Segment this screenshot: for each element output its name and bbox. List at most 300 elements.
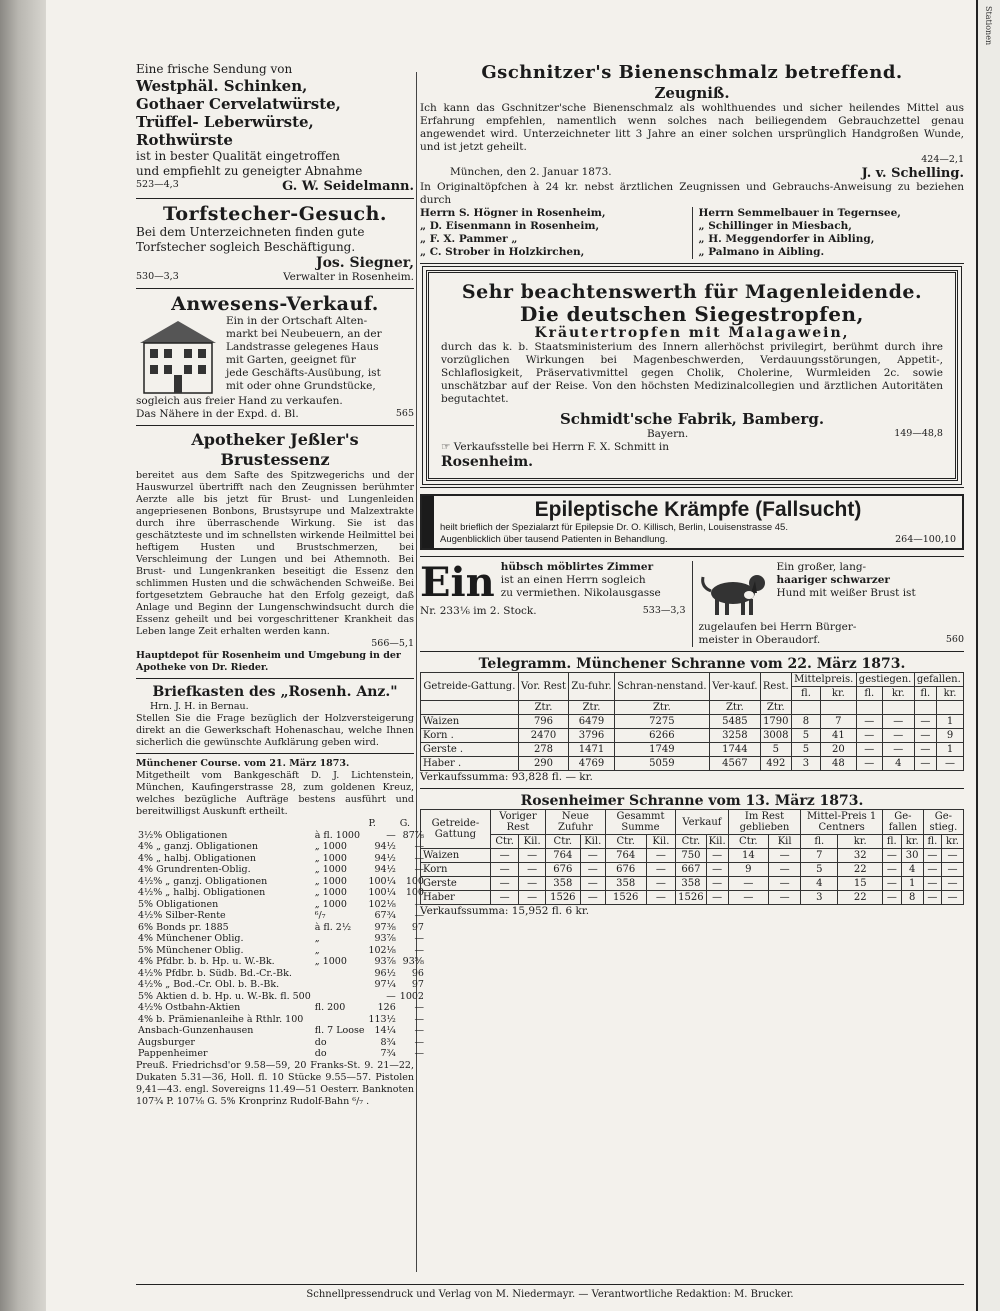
table-cell: —: [414, 1002, 424, 1013]
ad-code: 149—48,8: [894, 428, 943, 439]
table-cell: „ 1000: [314, 841, 347, 852]
table-cell: —: [706, 863, 728, 877]
table-cell: —: [490, 877, 518, 891]
table-cell: 97: [411, 979, 424, 990]
col-header: Mittel-Preis 1 Centners: [801, 810, 883, 835]
col-header: Getreide-Gattung: [421, 810, 491, 849]
table-cell: 4% „ halbj. Obligationen: [138, 852, 257, 864]
table-cell: ⁶/₇: [314, 910, 326, 921]
table-cell: 102⅛: [368, 898, 396, 910]
ad-body: bereitet aus dem Safte des Spitzwegerichs und der Hauswurzel übertrifft nach den Zeugnissen berühmter Aerzte alle bis jetzt für Brust- und Lungenleiden angepriesenen Bonbons, Brustsyrupe und Malzextrakte durch ihre überraschende Wirkung. Sie ist das geschätzteste und im schnellsten wirkende Heilmittel bei heftigem Husten und Brustschmerzen, bei Verschleimung der Lungen und bei Athemnoth. Bei Brust- und Lungenkranken beseitigt die Essenz den schlimmen Husten und die schwächenden Schweiße. Bei fortgesetztem Gebrauche hat den Erfolg gezeigt, daß Anlage und Beginn der Lungenschwindsucht durch die Essenz geheilt und bei vorgeschrittener Krankheit das Leben lange Zeit erhalten werden kann.: [136, 470, 414, 637]
table-cell: 14¼: [374, 1025, 396, 1036]
ad-text: Augenblicklich über tausend Patienten in Behandlung.: [440, 534, 668, 545]
table-row: [421, 891, 964, 905]
table-cell: 5: [791, 743, 820, 757]
sub-header: kr.: [821, 687, 856, 701]
table-cell: 93⅝: [402, 956, 424, 967]
table-cell: —: [882, 729, 914, 743]
ad-westphal: [136, 62, 414, 194]
table-cell: 750: [676, 849, 706, 863]
table-cell: 6479: [569, 715, 615, 729]
table-cell: 676: [605, 863, 646, 877]
sub-header: kr.: [838, 835, 883, 849]
ad-hund: [693, 561, 965, 647]
col-header: Ge-stieg.: [923, 810, 963, 835]
dealer: Herrn S. Högner in Rosenheim,: [420, 207, 606, 219]
table-cell: —: [768, 877, 800, 891]
ad-text: hübsch möblirtes Zimmer: [500, 561, 654, 573]
table-cell: —: [942, 863, 964, 877]
briefkasten: [136, 683, 414, 749]
dealer: „ H. Meggendorfer in Aibling,: [698, 233, 875, 245]
ad-text: Hund mit weißer Brust ist: [776, 587, 916, 599]
table-cell: 5: [760, 743, 791, 757]
ad-title: Anwesens-Verkauf.: [171, 293, 379, 315]
table-cell: —: [923, 891, 941, 905]
table-cell: 126: [377, 1002, 396, 1013]
table-cell: —: [490, 849, 518, 863]
ad-subtitle: Zeugniß.: [654, 84, 730, 102]
table-cell: —: [883, 863, 902, 877]
table-cell: —: [414, 944, 424, 956]
course-row: [136, 922, 426, 934]
table-cell: —: [386, 990, 396, 1002]
unit-cell: Ztr.: [709, 701, 760, 715]
course-row: [136, 853, 426, 865]
table-cell: 1: [937, 743, 964, 757]
table-cell: —: [414, 1013, 424, 1025]
table-cell: —: [768, 849, 800, 863]
table-cell: —: [414, 1036, 424, 1048]
ad-text: mit oder ohne Grundstücke,: [226, 380, 376, 392]
table-cell: 764: [545, 849, 580, 863]
course-title: Münchener Course. vom 21. März 1873.: [136, 758, 350, 769]
table-cell: 7¾: [380, 1048, 396, 1059]
ad-title: Apotheker Jeßler's Brustessenz: [191, 430, 359, 469]
table-cell: —: [580, 849, 605, 863]
ad-text: zu vermiethen. Nikolausgasse: [500, 587, 661, 599]
ad-initial: Ein: [420, 559, 495, 606]
briefkasten-body: Stellen Sie die Frage bezüglich der Holzversteigerung direkt an die Gewerkschaft Hohenaschau, welche Ihnen sicherlich die gewünschte Aufklärung geben wird.: [136, 713, 414, 748]
table-cell: 100: [405, 887, 424, 898]
table-cell: 94½: [374, 852, 396, 864]
table-cell: 7275: [614, 715, 709, 729]
course-row: [136, 864, 426, 876]
course-row: [136, 1048, 426, 1060]
table-cell: —: [923, 863, 941, 877]
dealer: „ F. X. Pammer „: [420, 233, 518, 245]
sub-header: Kil.: [646, 835, 676, 849]
table-cell: Korn .: [421, 729, 519, 743]
table-cell: 1471: [569, 743, 615, 757]
table-cell: 358: [676, 877, 706, 891]
table-cell: 100: [405, 875, 424, 887]
sub-header: Ctr.: [676, 835, 706, 849]
table-cell: „ 1000: [314, 875, 347, 887]
ad-text: markt bei Neubeuern, an der: [226, 328, 382, 340]
col-header: Gesammt Summe: [605, 810, 675, 835]
table-cell: 5: [791, 729, 820, 743]
course-row: [136, 956, 426, 968]
table-cell: [313, 1014, 367, 1026]
divider: [136, 288, 414, 289]
table-cell: —: [768, 863, 800, 877]
table-cell: 5: [801, 863, 838, 877]
table-cell: Gerste .: [421, 743, 519, 757]
table-cell: 1749: [614, 743, 709, 757]
table-cell: —: [882, 715, 914, 729]
table-cell: 97: [411, 921, 424, 933]
house-illustration: [136, 317, 220, 395]
table-cell: 4½% Silber-Rente: [138, 910, 226, 921]
ad-code: 424—2,1: [921, 154, 964, 165]
ad-firm: Schmidt'sche Fabrik, Bamberg.: [559, 410, 825, 428]
ad-code: 264—100,10: [895, 534, 956, 545]
ad-text: sogleich aus freier Hand zu verkaufen.: [136, 395, 343, 407]
table-cell: 4: [882, 757, 914, 771]
dealer: „ Schillinger in Miesbach,: [698, 220, 852, 232]
table-cell: —: [914, 715, 936, 729]
table-cell: 22: [838, 891, 883, 905]
ad-text: Landstrasse gelegenes Haus: [226, 341, 379, 353]
course-row: [136, 1002, 426, 1014]
rosenheimer-schranne: [420, 793, 964, 918]
rosenheim-table: [420, 809, 964, 905]
table-cell: —: [414, 864, 424, 875]
table-cell: 3008: [760, 729, 791, 743]
course-row: [136, 841, 426, 853]
table-cell: fl. 200: [314, 1002, 346, 1013]
table-cell: Korn: [421, 863, 491, 877]
table-cell: —: [883, 877, 902, 891]
table-cell: 96½: [374, 967, 396, 979]
table-cell: 492: [760, 757, 791, 771]
table-cell: —: [519, 877, 546, 891]
course-row: [136, 899, 426, 911]
table-cell: —: [646, 863, 676, 877]
table-cell: „ 1000: [314, 956, 347, 967]
table-cell: 5% Münchener Oblig.: [138, 944, 244, 956]
table-cell: 5485: [709, 715, 760, 729]
ad-signature: J. v. Schelling.: [861, 166, 964, 181]
ad-text: zugelaufen bei Herrn Bürger-: [698, 621, 857, 633]
course-row: [136, 1025, 426, 1037]
muenchen-table: [420, 672, 964, 771]
divider: [136, 425, 414, 426]
sub-header: kr.: [937, 687, 964, 701]
unit-cell: Ztr.: [518, 701, 568, 715]
ad-code: 533—3,3: [642, 605, 686, 616]
table-summe: Verkaufssumma: 15,952 fl. 6 kr.: [420, 905, 590, 917]
ad-subtitle: Kräutertropfen mit Malagawein,: [534, 325, 850, 341]
table-cell: —: [414, 852, 424, 864]
table-cell: —: [914, 757, 936, 771]
course-row: [136, 1037, 426, 1049]
table-cell: [313, 979, 367, 991]
ad-body: Ich kann das Gschnitzer'sche Bienenschmalz als wohlthuendes und sicher heilendes Mittel aus Erfahrung empfehlen, namentlich wenn solches nach beiliegendem Gebrauchzettel genau angewendet wird. Unterzeichneter litt 3 Jahre an einer solchen ursprünglich Handgroßen Wunde, und ist jetzt geheilt.: [420, 102, 964, 153]
course-intro: Mitgetheilt vom Bankgeschäft D. J. Lichtenstein, München, Kaufingerstrasse 28, zum goldenen Kreuz, welches bezügliche Aufträge bestens ausführt und bereitwilligst Auskunft ertheilt.: [136, 770, 414, 817]
table-cell: 358: [605, 877, 646, 891]
col-header: Rest.: [760, 673, 791, 701]
table-cell: 4½% „ Bod.-Cr. Obl. b. B.-Bk.: [138, 979, 280, 990]
ad-text: jede Geschäfts-Ausübung, ist: [226, 367, 381, 379]
ad-text: haariger schwarzer: [776, 574, 890, 586]
table-cell: 3: [801, 891, 838, 905]
ad-anwesen: [136, 293, 414, 421]
table-cell: 48: [821, 757, 856, 771]
table-cell: —: [923, 849, 941, 863]
col-header: Mittelpreis.: [791, 673, 856, 687]
sub-header: Kil.: [706, 835, 728, 849]
table-cell: Haber .: [421, 757, 519, 771]
table-cell: —: [519, 849, 546, 863]
table-cell: 1744: [709, 743, 760, 757]
table-cell: 67¾: [374, 910, 396, 921]
col-header: Vor. Rest: [518, 673, 568, 701]
table-cell: 290: [518, 757, 568, 771]
briefkasten-title: Briefkasten des „Rosenh. Anz.": [152, 684, 398, 700]
table-cell: 4% Grundrenten-Oblig.: [138, 864, 251, 875]
sub-header: Ctr.: [490, 835, 518, 849]
table-title: Rosenheimer Schranne vom 13. März 1873.: [520, 793, 864, 809]
table-cell: —: [414, 1048, 424, 1059]
table-cell: 358: [545, 877, 580, 891]
table-cell: do: [314, 1036, 327, 1048]
ad-sale: Verkaufsstelle bei Herrn F. X. Schmitt in: [453, 441, 670, 453]
table-cell: 3: [791, 757, 820, 771]
ad-text: Ein großer, lang-: [776, 561, 867, 573]
table-cell: Waizen: [421, 715, 519, 729]
table-cell: „: [314, 944, 320, 956]
ad-code: 530—3,3: [136, 271, 179, 282]
table-cell: 1: [937, 715, 964, 729]
table-cell: —: [883, 849, 902, 863]
divider: [420, 788, 964, 789]
table-cell: 5% Aktien d. b. Hp. u. W.-Bk. fl. 500: [138, 990, 311, 1002]
table-cell: 4% Pfdbr. b. b. Hp. u. W.-Bk.: [138, 956, 275, 967]
unit-cell: Ztr.: [569, 701, 615, 715]
table-cell: 97⅜: [374, 921, 396, 933]
col-header: Verkauf: [676, 810, 729, 835]
table-cell: —: [706, 891, 728, 905]
table-cell: 4% Münchener Oblig.: [138, 933, 244, 944]
table-cell: 278: [518, 743, 568, 757]
ad-westphal-item: Trüffel- Leberwürste,: [136, 113, 314, 131]
table-cell: 6266: [614, 729, 709, 743]
ad-text: heilt brieflich der Spezialarzt für Epilepsie Dr. O. Killisch, Berlin, Louisenstrasse 45.: [440, 522, 788, 533]
sub-header: fl.: [791, 687, 820, 701]
table-cell: [313, 991, 367, 1003]
ad-westphal-text: und empfiehlt zu geneigter Abnahme: [136, 164, 363, 178]
course-tail: Preuß. Friedrichsd'or 9.58—59, 20 Franks-St. 9. 21—22, Dukaten 5.31—36, Holl. fl. 10 Stücke 9.55—57. Pistolen 9,41—43. engl. Sovereigns 11.49—51 Oesterr. Banknoten 107¾ P. 107⅛ G. 5% Kronprinz Rudolf-Bahn ⁶/₇ .: [136, 1059, 414, 1107]
table-cell: 94½: [374, 864, 396, 875]
sub-header: Kil.: [519, 835, 546, 849]
course-col-g: G.: [399, 818, 411, 829]
ad-code: 560: [945, 634, 964, 645]
table-row: [421, 877, 964, 891]
table-cell: —: [856, 715, 882, 729]
table-cell: 5% Obligationen: [138, 898, 219, 910]
table-cell: 102⅛: [368, 944, 396, 956]
col-header: gefallen.: [914, 673, 963, 687]
dealer: „ Palmano in Aibling.: [698, 246, 825, 258]
table-cell: —: [414, 910, 424, 921]
unit-cell: Ztr.: [760, 701, 791, 715]
sub-header: kr.: [901, 835, 923, 849]
divider: [420, 263, 964, 264]
table-cell: à fl. 2½: [314, 921, 352, 933]
course-row: [136, 910, 426, 922]
table-row: [421, 729, 964, 743]
table-cell: —: [580, 891, 605, 905]
course-row: [136, 991, 426, 1003]
ad-title: Epileptische Krämpfe (Fallsucht): [534, 498, 862, 521]
table-cell: —: [414, 933, 424, 944]
table-cell: —: [728, 877, 768, 891]
table-cell: 2470: [518, 729, 568, 743]
course-row: [136, 945, 426, 957]
table-cell: 1526: [605, 891, 646, 905]
table-cell: —: [942, 849, 964, 863]
table-cell: do: [314, 1048, 327, 1059]
table-cell: 8: [791, 715, 820, 729]
table-cell: 30: [901, 849, 923, 863]
table-cell: 4½% Pfdbr. b. Südb. Bd.-Cr.-Bk.: [138, 967, 292, 979]
sub-header: Ctr.: [545, 835, 580, 849]
ad-code: 565: [395, 408, 414, 419]
table-cell: —: [646, 891, 676, 905]
column-rule: [416, 72, 417, 1272]
next-page-edge: [976, 0, 1000, 1311]
table-cell: 41: [821, 729, 856, 743]
table-cell: 4% b. Prämienanleihe à Rthlr. 100: [138, 1013, 304, 1025]
sub-header: Ctr.: [728, 835, 768, 849]
divider: [420, 651, 964, 652]
table-row: [421, 743, 964, 757]
ad-text: Nr. 233⅙ im 2. Stock.: [420, 605, 537, 617]
table-cell: Haber: [421, 891, 491, 905]
table-cell: 4% „ ganzj. Obligationen: [138, 841, 259, 852]
table-cell: 676: [545, 863, 580, 877]
ad-code: 566—5,1: [371, 638, 414, 649]
col-header: Ge-fallen: [883, 810, 924, 835]
table-title: Telegramm. Münchener Schranne vom 22. März 1873.: [478, 656, 906, 672]
table-cell: —: [706, 849, 728, 863]
table-cell: 6% Bonds pr. 1885: [138, 921, 229, 933]
col-header: Voriger Rest: [490, 810, 545, 835]
table-cell: „ 1000: [314, 898, 347, 910]
course-row: [136, 1014, 426, 1026]
table-cell: —: [856, 743, 882, 757]
edge-label: Stationen: [984, 6, 993, 46]
course-col-p: P.: [368, 818, 376, 829]
table-cell: 3½% Obligationen: [138, 829, 228, 841]
table-cell: 22: [838, 863, 883, 877]
table-cell: 97¼: [374, 979, 396, 990]
ad-bienenschmalz: [420, 62, 964, 259]
table-cell: —: [414, 898, 424, 910]
table-cell: —: [942, 877, 964, 891]
ad-code: 523—4,3: [136, 179, 179, 190]
ad-westphal-item: Gothaer Cervelatwürste,: [136, 95, 341, 113]
course-row: [136, 933, 426, 945]
sub-header: fl.: [914, 687, 936, 701]
table-row: [421, 863, 964, 877]
ad-text: Das Nähere in der Expd. d. Bl.: [136, 408, 299, 420]
black-bar: [422, 496, 434, 548]
ad-westphal-item: Rothwürste: [136, 131, 233, 149]
table-cell: —: [728, 891, 768, 905]
divider: [420, 556, 964, 557]
ad-westphal-item: Westphäl. Schinken,: [136, 77, 308, 95]
ad-sale-city: Rosenheim.: [441, 454, 534, 470]
dog-illustration: [699, 563, 771, 621]
ad-epilepsie: [420, 494, 964, 550]
table-cell: —: [883, 891, 902, 905]
table-cell: 4567: [709, 757, 760, 771]
table-cell: 20: [821, 743, 856, 757]
table-cell: 93⅞: [374, 933, 396, 944]
page-gutter: [0, 0, 46, 1311]
table-cell: Ansbach-Gunzenhausen: [138, 1025, 254, 1036]
muenchener-course: [136, 758, 424, 1108]
dealer: Herrn Semmelbauer in Tegernsee,: [698, 207, 901, 219]
table-cell: 3258: [709, 729, 760, 743]
table-cell: 8¾: [380, 1036, 396, 1048]
sub-header: Ctr.: [605, 835, 646, 849]
course-row: [136, 887, 426, 899]
ad-title: Die deutschen Siegestropfen,: [520, 302, 864, 326]
col-header: Neue Zufuhr: [545, 810, 605, 835]
table-cell: 1002: [399, 990, 424, 1002]
table-cell: 667: [676, 863, 706, 877]
pointing-hand-icon: ☞: [441, 441, 454, 453]
table-cell: 100¼: [368, 875, 396, 887]
dealer: „ D. Eisenmann in Rosenheim,: [420, 220, 600, 232]
table-row: [421, 849, 964, 863]
ad-torfstecher: [136, 203, 414, 284]
table-cell: 5059: [614, 757, 709, 771]
divider: [136, 753, 414, 754]
divider: [136, 678, 414, 679]
table-cell: Waizen: [421, 849, 491, 863]
ad-signature: G. W. Seidelmann.: [282, 179, 414, 194]
ad-westphal-intro: Eine frische Sendung von: [136, 62, 293, 76]
table-cell: —: [414, 1025, 424, 1036]
table-cell: 4: [901, 863, 923, 877]
table-cell: 96: [411, 967, 424, 979]
table-cell: 8: [901, 891, 923, 905]
table-cell: [313, 968, 367, 980]
course-row: [136, 979, 426, 991]
ad-signature: Jos. Siegner,: [315, 255, 414, 271]
ad-date: München, den 2. Januar 1873.: [450, 166, 612, 178]
imprint: Schnellpressendruck und Verlag von M. Niedermayr. — Verantwortliche Redaktion: M. Brucker.: [306, 1289, 794, 1300]
table-cell: à fl. 1000: [314, 829, 360, 841]
sub-header: fl.: [883, 835, 902, 849]
table-cell: —: [937, 757, 964, 771]
table-cell: —: [414, 841, 424, 852]
course-row: [136, 830, 426, 842]
table-cell: —: [580, 863, 605, 877]
table-cell: 94½: [374, 841, 396, 852]
ad-text: Bei dem Unterzeichneten finden gute: [136, 225, 365, 239]
sub-header: fl.: [856, 687, 882, 701]
table-cell: 4½% „ halbj. Obligationen: [138, 887, 266, 898]
table-cell: —: [386, 829, 396, 841]
ad-text: meister in Oberaudorf.: [698, 634, 821, 646]
table-cell: 764: [605, 849, 646, 863]
